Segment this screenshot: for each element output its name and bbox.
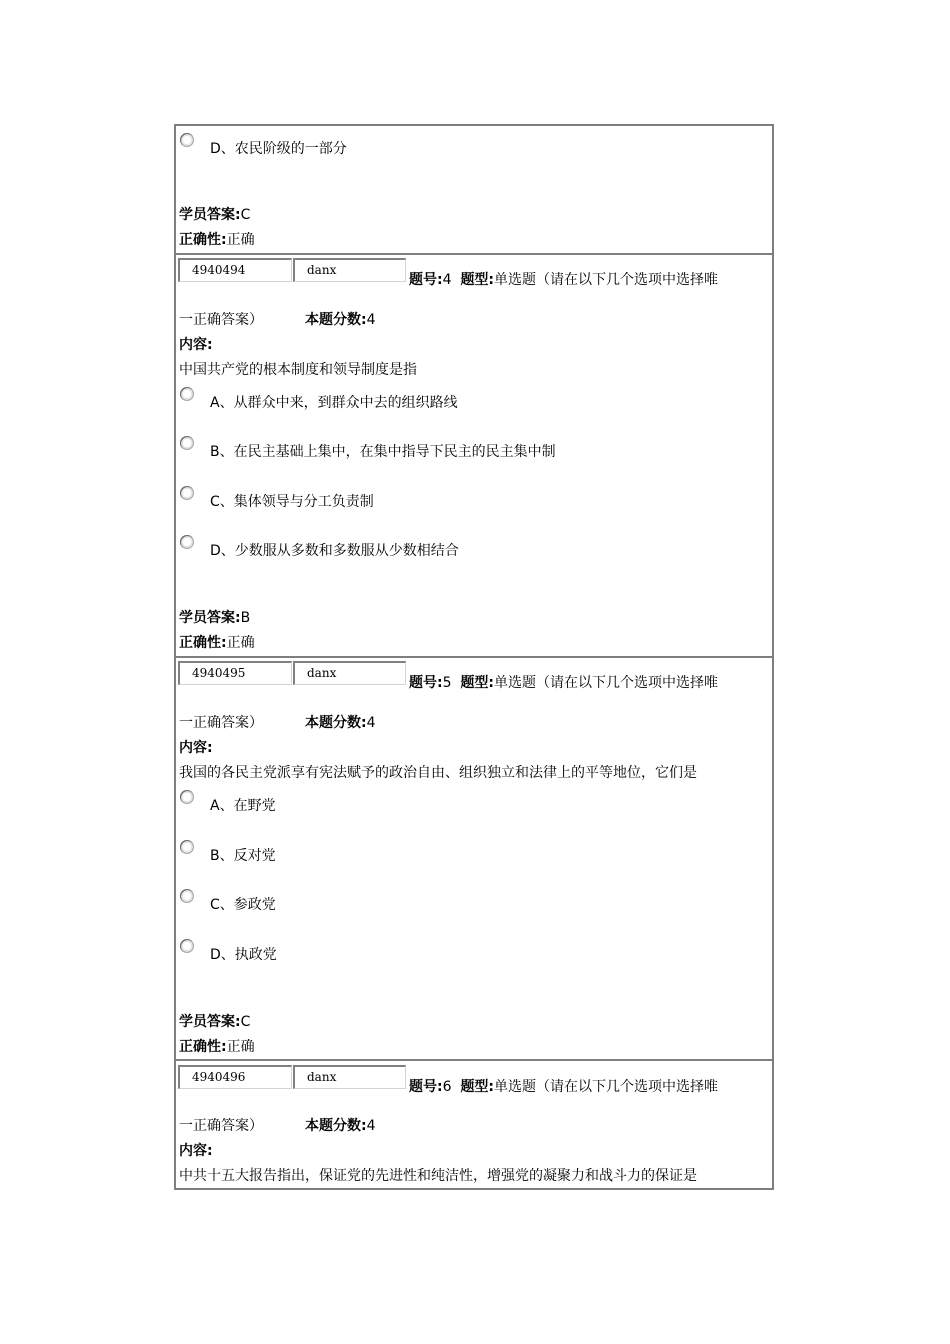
question-type-field[interactable]: danx	[293, 258, 406, 282]
option-a-radio[interactable]	[180, 790, 194, 804]
answer-row: 学员答案:B	[179, 610, 251, 626]
correct-label: 正确性:	[179, 232, 227, 248]
correct-row: 正确性:正确	[179, 1039, 255, 1055]
correct-row-q3	[179, 231, 255, 249]
option-b-radio[interactable]	[180, 436, 194, 450]
question-id-field[interactable]: 4940494	[178, 258, 292, 282]
question-header-line1: 题号:5 题型:单选题（请在以下几个选项中选择唯	[409, 675, 719, 691]
answer-label: 学员答案:	[179, 207, 241, 223]
question-header-line2: 一正确答案）	[179, 1118, 263, 1134]
question-header-line1: 题号:4 题型:单选题（请在以下几个选项中选择唯	[409, 272, 719, 288]
question-type-field[interactable]: danx	[293, 1065, 406, 1089]
answer-row-q3	[179, 206, 250, 224]
option-b-label: B、在民主基础上集中，在集中指导下民主的民主集中制	[210, 444, 556, 460]
option-d-radio[interactable]	[180, 939, 194, 953]
separator	[176, 253, 772, 255]
answer-value: C	[240, 207, 251, 223]
question-score: 本题分数:4	[305, 1118, 376, 1134]
option-a-radio[interactable]	[180, 387, 194, 401]
option-d-radio-q3[interactable]	[180, 133, 194, 147]
option-c-radio[interactable]	[180, 486, 194, 500]
option-a-label: A、从群众中来，到群众中去的组织路线	[210, 395, 458, 411]
answer-row: 学员答案:C	[179, 1014, 251, 1030]
content-label: 内容:	[179, 740, 213, 756]
option-d-label-q3: D、农民阶级的一部分	[210, 141, 347, 157]
content-label: 内容:	[179, 337, 213, 353]
option-c-label: C、集体领导与分工负责制	[210, 494, 374, 510]
correct-row: 正确性:正确	[179, 635, 255, 651]
question-content: 中国共产党的根本制度和领导制度是指	[179, 362, 417, 378]
option-d-radio[interactable]	[180, 535, 194, 549]
separator	[176, 656, 772, 658]
question-type-field[interactable]: danx	[293, 661, 406, 685]
question-content: 我国的各民主党派享有宪法赋予的政治自由、组织独立和法律上的平等地位，它们是	[179, 765, 697, 781]
separator	[176, 1059, 772, 1061]
question-header-line2: 一正确答案）	[179, 715, 263, 731]
question-id-field[interactable]: 4940495	[178, 661, 292, 685]
question-score: 本题分数:4	[305, 715, 376, 731]
question-header-line2: 一正确答案）	[179, 312, 263, 328]
question-id-field[interactable]: 4940496	[178, 1065, 292, 1089]
content-label: 内容:	[179, 1143, 213, 1159]
option-b-label: B、反对党	[210, 848, 276, 864]
option-d-label: D、执政党	[210, 947, 277, 963]
option-b-radio[interactable]	[180, 840, 194, 854]
question-content: 中共十五大报告指出，保证党的先进性和纯洁性，增强党的凝聚力和战斗力的保证是	[179, 1168, 697, 1184]
correct-value: 正确	[226, 232, 255, 248]
option-c-label: C、参政党	[210, 897, 276, 913]
option-d-label: D、少数服从多数和多数服从少数相结合	[210, 543, 459, 559]
option-a-label: A、在野党	[210, 798, 276, 814]
question-score: 本题分数:4	[305, 312, 376, 328]
question-header-line1: 题号:6 题型:单选题（请在以下几个选项中选择唯	[409, 1079, 719, 1095]
option-c-radio[interactable]	[180, 889, 194, 903]
